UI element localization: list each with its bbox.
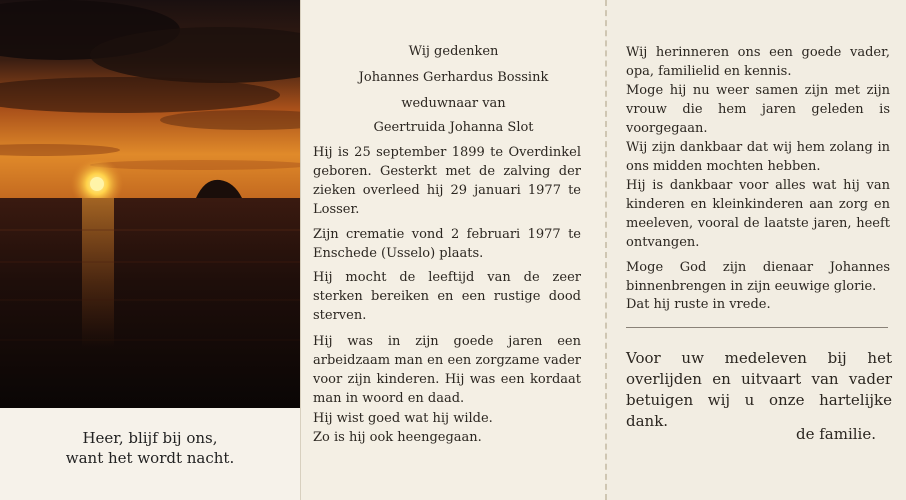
age-paragraph: Hij mocht de leeftijd van de zeer sterken bereiken en een rustige dood sterven. bbox=[313, 270, 581, 323]
heading-remember: Wij gedenken bbox=[408, 44, 499, 59]
character-paragraph: Hij was in zijn goede jaren een arbeidzaam man en een zorgzame vader voor zijn kinderen. Hij was een kordaat man in woord en daad. bbox=[313, 334, 581, 406]
prayer-paragraph: Moge God zijn dienaar Johannes binnenbrengen in zijn eeuwige glorie. bbox=[626, 260, 890, 294]
rest-in-peace-line: Dat hij ruste in vrede. bbox=[626, 297, 771, 312]
will-line: Hij wist goed wat hij wilde. bbox=[313, 411, 493, 426]
left-panel bbox=[0, 0, 300, 500]
right-panel bbox=[605, 0, 906, 500]
deceased-name: Johannes Gerhardus Bossink bbox=[358, 70, 549, 85]
sunset-photo bbox=[0, 0, 300, 408]
birth-death-paragraph: Hij is 25 september 1899 te Overdinkel geboren. Gesterkt met de zalving der zieken overleed hij 29 januari 1977 te Losser. bbox=[313, 145, 581, 217]
spouse-name: Geertruida Johanna Slot bbox=[373, 120, 534, 135]
memory-paragraph: Wij herinneren ons een goede vader, opa, familielid en kennis. bbox=[626, 45, 890, 79]
caption-verse bbox=[0, 428, 300, 468]
divider bbox=[626, 327, 888, 328]
caption-line: want het wordt nacht. bbox=[65, 449, 235, 467]
family-signature: de familie. bbox=[795, 425, 876, 443]
middle-panel bbox=[300, 0, 605, 500]
widower-line: weduwnaar van bbox=[401, 96, 506, 111]
reunion-paragraph: Moge hij nu weer samen zijn met zijn vrouw die hem jaren geleden is voorgegaan. bbox=[626, 83, 890, 136]
departed-line: Zo is hij ook heengegaan. bbox=[313, 430, 482, 445]
thanks-paragraph: Voor uw medeleven bij het overlijden en uitvaart van vader betuigen wij u onze hartelijke dank. bbox=[626, 349, 892, 430]
cremation-paragraph: Zijn crematie vond 2 februari 1977 te Enschede (Usselo) plaats. bbox=[313, 227, 581, 261]
care-paragraph: Hij is dankbaar voor alles wat hij van kinderen en kleinkinderen aan zorg en meeleven, vooral de laatste jaren, heeft ontvangen. bbox=[626, 178, 890, 250]
caption-line: Heer, blijf bij ons, bbox=[82, 429, 218, 447]
gratitude-paragraph: Wij zijn dankbaar dat wij hem zolang in ons midden mochten hebben. bbox=[626, 140, 890, 174]
